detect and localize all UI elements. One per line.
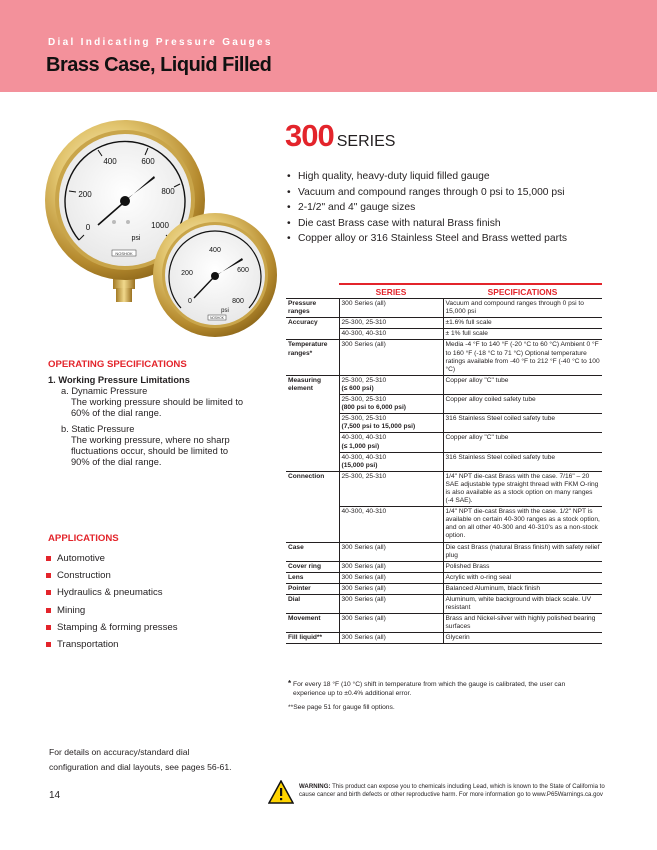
spec-row (286, 299, 602, 318)
spec-row-series: 300 Series (all) (339, 572, 443, 583)
application-item: Hydraulics & pneumatics (46, 584, 178, 601)
operating-specs (48, 375, 248, 468)
series-heading (285, 118, 395, 154)
spec-row-value: Copper alloy "C" tube (443, 433, 602, 452)
spec-row-label: Connection (288, 472, 325, 480)
small-gauge-tick-label: 200 (181, 270, 193, 277)
spec-row-label: Temperature ranges* (286, 340, 339, 375)
footnotes (288, 679, 588, 712)
footnote-fill: **See page 51 for gauge fill options. (288, 704, 395, 711)
dynamic-body: The working pressure should be limited to 60% of the dial range. (71, 397, 244, 418)
spec-row-value: 1/4" NPT die-cast Brass with the case. 7/16" – 20 SAE adjustable type straight thread with FKM O-ring is also available as a stock option on many ranges (-4 SAE). (443, 471, 602, 506)
large-gauge-tick-label: 400 (103, 157, 117, 166)
warning-text: WARNING: This product can expose you to chemicals including Lead, which is known to the State of California to cause cancer and birth defects or other reproductive harm. For more information go to www.P65Warnings.ca.gov (299, 783, 605, 798)
spec-row-label (286, 433, 339, 452)
large-gauge-tick-label: 600 (141, 157, 155, 166)
spec-table-body (286, 299, 602, 644)
small-gauge-tick-label: 600 (237, 267, 249, 274)
large-gauge-unit: psi (131, 235, 141, 242)
spec-row-value: ±1.6% full scale (443, 318, 602, 329)
spec-row (286, 572, 602, 583)
feature-item: • High quality, heavy-duty liquid filled gauge (287, 169, 567, 185)
spec-row-value: Polished Brass (443, 561, 602, 572)
spec-row-value: Media -4 °F to 140 °F (-20 °C to 60 °C) Ambient 0 °F to 160 °F (-18 °C to 71 °C) Optional temperature ratings available from -40 °F to 212 °F (-40 °C to 100 °C) (443, 340, 602, 375)
static-body: The working pressure, where no sharp fluctuations occur, should be limited to 90% of the dial range. (71, 435, 230, 467)
spec-row-label: Dial (286, 595, 339, 614)
spec-row-series: 300 Series (all) (339, 633, 443, 644)
spec-row (286, 340, 602, 375)
small-gauge-tick-label: 800 (232, 298, 244, 305)
spec-row-label (286, 452, 339, 471)
applications-heading: APPLICATIONS (48, 533, 119, 544)
spec-row-value: 1/4" NPT die-cast Brass with the case. 1/2" NPT is available on certain 40-300 ranges as a stock option, and on all other 40-300 and 40-310's as a non-stock option. (443, 507, 602, 542)
spec-row-series: 300 Series (all) (339, 340, 443, 375)
spec-row (286, 595, 602, 614)
spec-row-series: 40-300, 40-310 (339, 507, 443, 542)
spec-row (286, 633, 602, 644)
feature-item: • Vacuum and compound ranges through 0 psi to 15,000 psi (287, 185, 567, 201)
operating-heading: OPERATING SPECIFICATIONS (48, 359, 187, 370)
spec-row (286, 395, 602, 414)
feature-item: • Copper alloy or 316 Stainless Steel and Brass wetted parts (287, 231, 567, 247)
spec-row-series: 300 Series (all) (339, 542, 443, 561)
spec-row (286, 471, 602, 506)
spec-column-header: SPECIFICATIONS (443, 284, 602, 299)
feature-item: • 2-1/2" and 4" gauge sizes (287, 200, 567, 216)
application-item: Automotive (46, 550, 178, 567)
spec-row-series: 25-300, 25-310 (339, 318, 443, 329)
feature-list (287, 169, 567, 247)
application-item: Stamping & forming presses (46, 619, 178, 636)
spec-row-value: Vacuum and compound ranges through 0 psi to 15,000 psi (443, 299, 602, 318)
spec-row-value: Copper alloy coiled safety tube (443, 395, 602, 414)
spec-row-label: Accuracy (288, 319, 318, 327)
spec-row (286, 318, 602, 329)
small-gauge-brand: NOSHOK (210, 316, 224, 320)
page-number: 14 (49, 790, 61, 801)
spec-table (286, 283, 602, 644)
application-item: Transportation (46, 636, 178, 653)
spec-row-label: Case (286, 542, 339, 561)
operating-item-1: 1. Working Pressure Limitations (48, 375, 190, 385)
spec-row-series: 25-300, 25-310 (339, 471, 443, 506)
spec-row-series: 40-300, 40-310 (15,000 psi) (339, 452, 443, 471)
spec-row-series: 25-300, 25-310 (≤ 600 psi) (339, 375, 443, 394)
spec-row-series: 300 Series (all) (339, 614, 443, 633)
small-gauge-tick-label: 400 (209, 247, 221, 254)
spec-row-series: 25-300, 25-310 (800 psi to 6,000 psi) (339, 395, 443, 414)
spec-row (286, 583, 602, 594)
spec-row (286, 414, 602, 433)
spec-table-header (286, 284, 602, 299)
large-gauge-tick-label: 1000 (151, 221, 169, 230)
feature-item: • Die cast Brass case with natural Brass finish (287, 216, 567, 232)
dynamic-title: a. Dynamic Pressure (61, 386, 148, 396)
spec-row-value: 316 Stainless Steel coiled safety tube (443, 414, 602, 433)
spec-row-label: Cover ring (286, 561, 339, 572)
small-gauge-unit: psi (221, 308, 229, 314)
spec-row (286, 452, 602, 471)
spec-row-series: 300 Series (all) (339, 561, 443, 572)
spec-row-label (286, 395, 339, 414)
spec-row-series: 300 Series (all) (339, 583, 443, 594)
spec-row-series: 25-300, 25-310 (7,500 psi to 15,000 psi) (339, 414, 443, 433)
warning-notice (268, 780, 608, 809)
small-gauge-tick-label: 0 (188, 298, 192, 305)
spec-row-label: Pointer (286, 583, 339, 594)
spec-row-value: ± 1% full scale (443, 329, 602, 340)
page-title: Brass Case, Liquid Filled (46, 54, 272, 76)
spec-row-series: 300 Series (all) (339, 299, 443, 318)
category-label: Dial Indicating Pressure Gauges (48, 37, 273, 48)
spec-row-series: 40-300, 40-310 (339, 329, 443, 340)
application-item: Construction (46, 567, 178, 584)
spec-row (286, 542, 602, 561)
spec-row-value: Copper alloy "C" tube (443, 375, 602, 394)
spec-row-label: Fill liquid** (286, 633, 339, 644)
spec-row (286, 507, 602, 542)
spec-row-label (286, 414, 339, 433)
spec-row-value: Aluminum, white background with black scale. UV resistant (443, 595, 602, 614)
spec-row-label: Pressure ranges (286, 299, 339, 318)
spec-row-value: 316 Stainless Steel coiled safety tube (443, 452, 602, 471)
spec-row-label: Lens (286, 572, 339, 583)
spec-row (286, 375, 602, 394)
spec-row-value: Brass and Nickel-silver with highly polished bearing surfaces (443, 614, 602, 633)
series-number: 300 (285, 118, 334, 153)
spec-row-value: Glycerin (443, 633, 602, 644)
large-gauge-tick-label: 800 (161, 187, 175, 196)
large-gauge-brand: NOSHOK (115, 251, 133, 256)
static-title: b. Static Pressure (61, 424, 135, 434)
spec-row-value: Balanced Aluminum, black finish (443, 583, 602, 594)
gauge-illustration (40, 100, 280, 340)
footnote-star-mark: * (288, 679, 292, 688)
spec-row-series: 300 Series (all) (339, 595, 443, 614)
applications-list (46, 550, 178, 653)
spec-row-value: Die cast Brass (natural Brass finish) with safety relief plug (443, 542, 602, 561)
spec-row (286, 561, 602, 572)
spec-row-series: 40-300, 40-310 (≤ 1,000 psi) (339, 433, 443, 452)
spec-row (286, 614, 602, 633)
large-gauge-tick-label: 200 (78, 190, 92, 199)
footnote-temperature: * For every 18 °F (10 °C) shift in temperature from which the gauge is calibrated, the user can experience up to ±0.4% additional error. (288, 679, 566, 697)
spec-row-label (286, 329, 339, 340)
spec-row-label (286, 507, 339, 542)
application-item: Mining (46, 602, 178, 619)
warning-icon (268, 780, 294, 804)
spec-row (286, 329, 602, 340)
small-gauge (153, 213, 277, 337)
spec-row (286, 433, 602, 452)
spec-row-label: Measuring element (288, 376, 321, 392)
spec-row-value: Acrylic with o-ring seal (443, 572, 602, 583)
series-word: SERIES (336, 133, 396, 150)
series-column-header: SERIES (339, 284, 443, 299)
details-note: For details on accuracy/standard dial configuration and dial layouts, see pages 56-61. (49, 747, 232, 772)
spec-row-label: Movement (286, 614, 339, 633)
large-gauge-tick-label: 0 (85, 223, 91, 232)
